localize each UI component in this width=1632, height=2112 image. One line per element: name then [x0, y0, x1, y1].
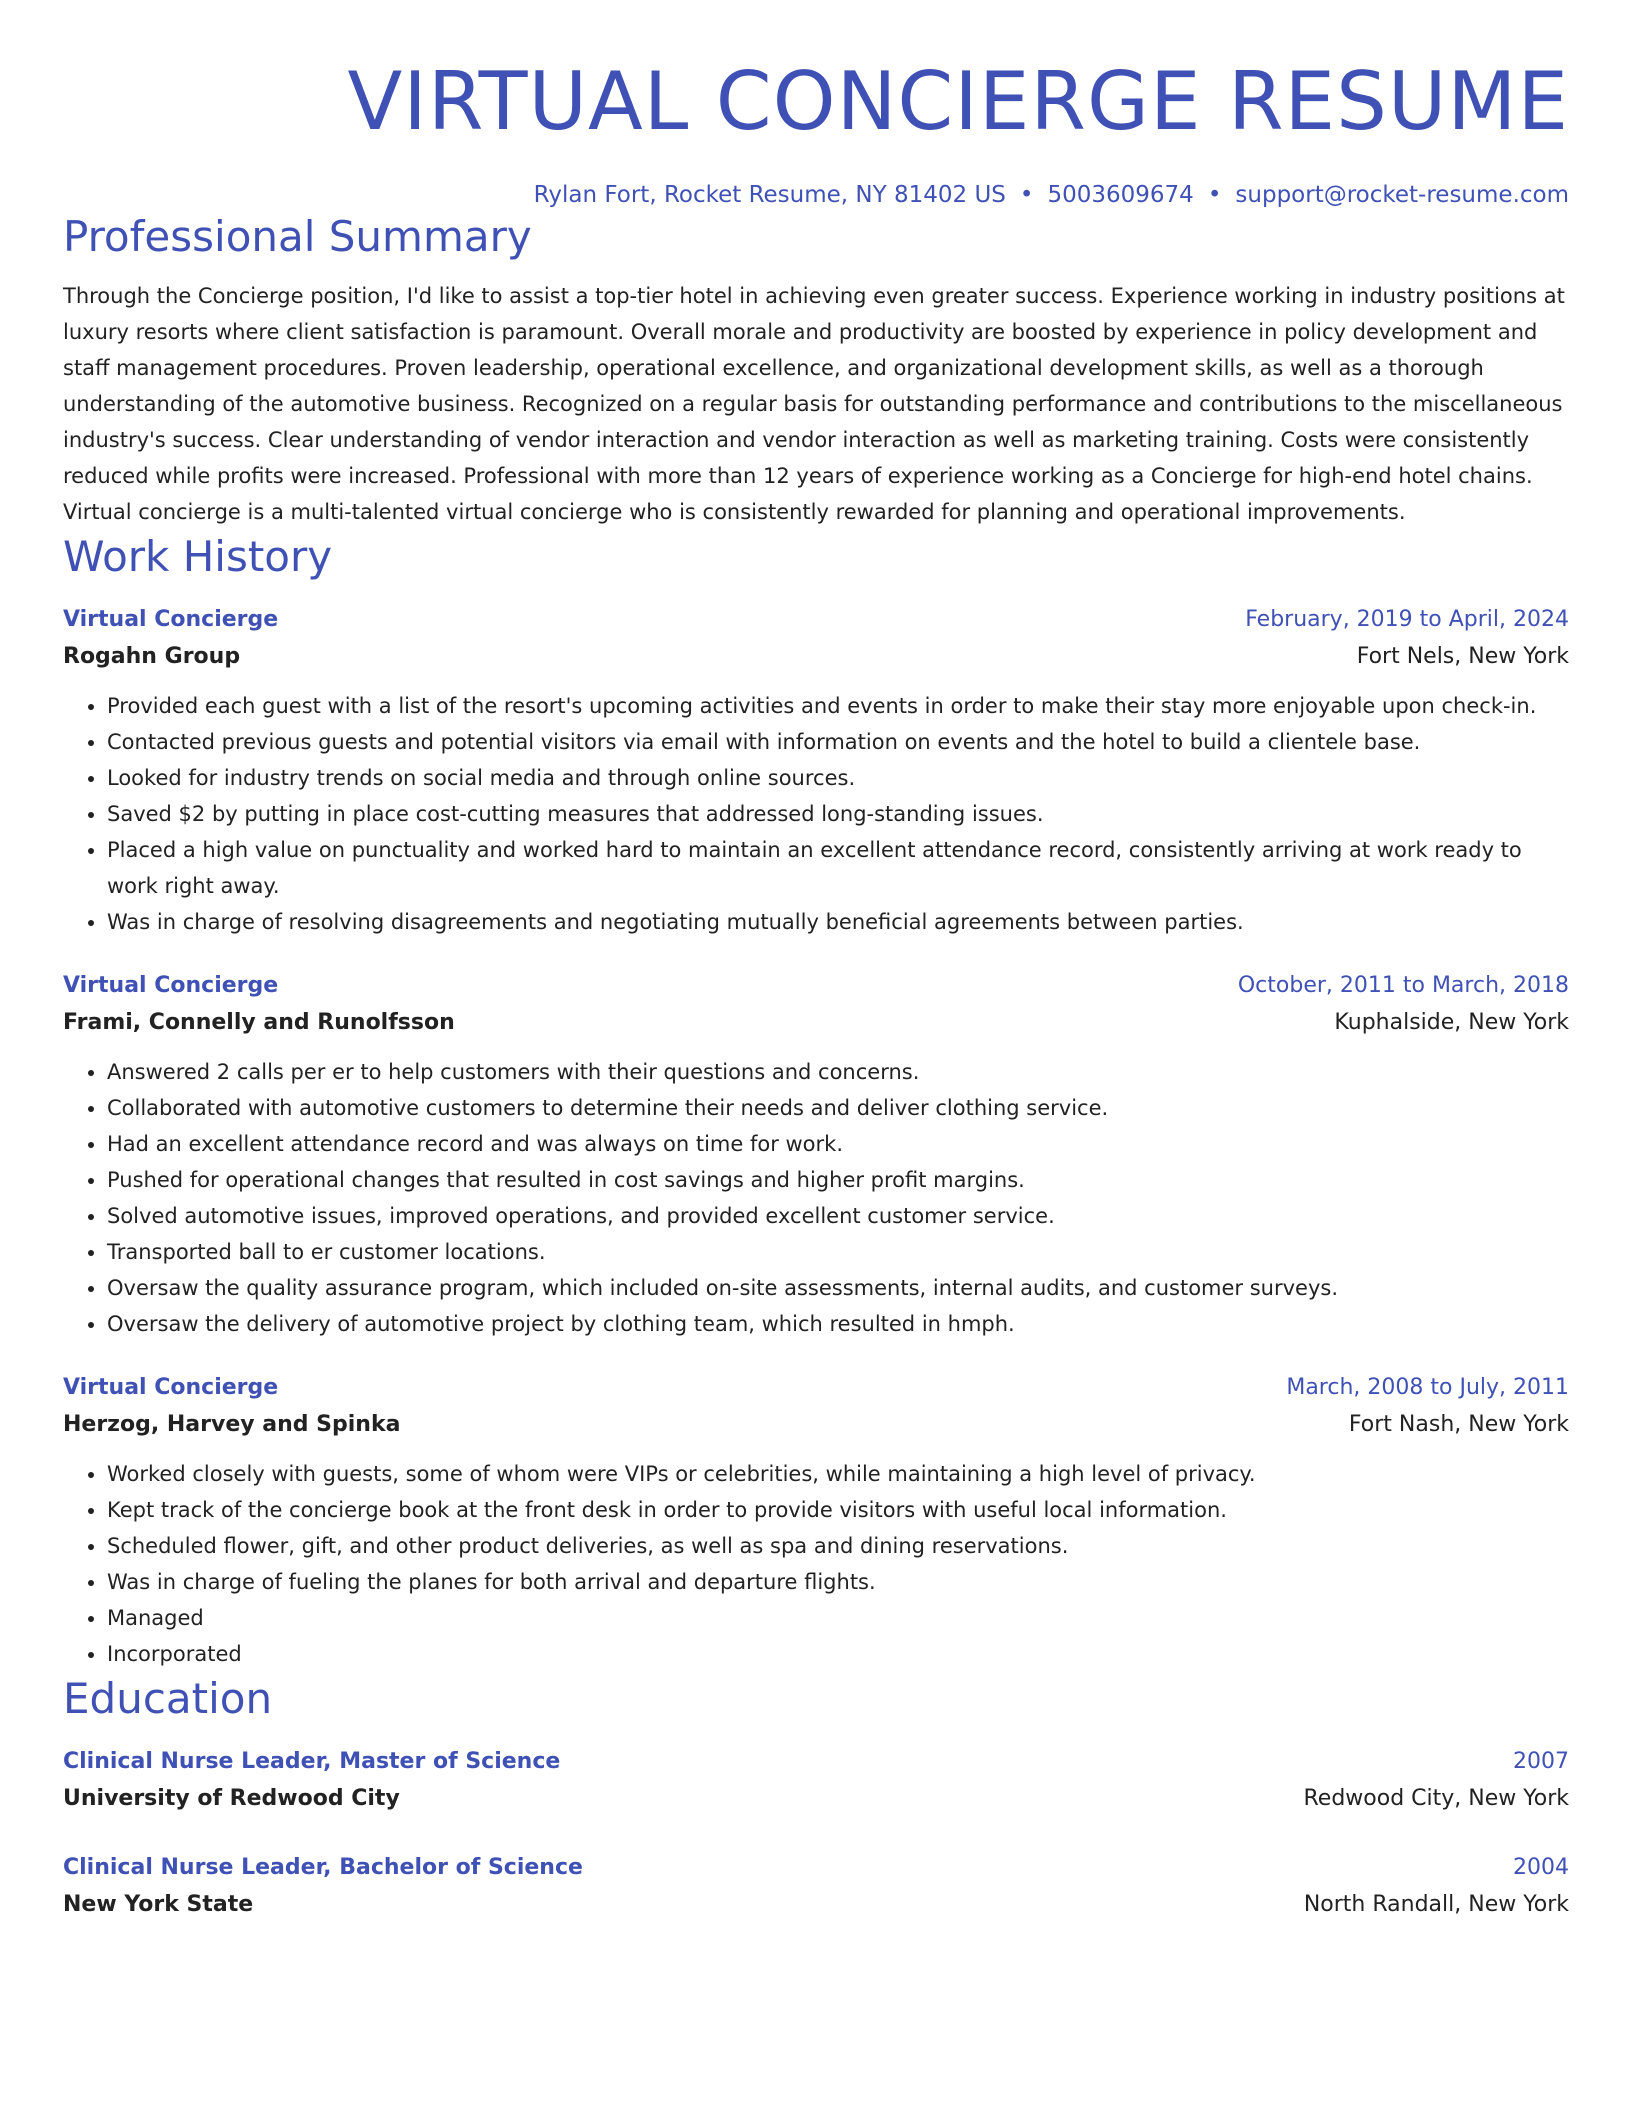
job-company: Herzog, Harvey and Spinka — [63, 1412, 401, 1437]
education-location: Redwood City, New York — [1303, 1786, 1569, 1811]
education-entry — [63, 1744, 1569, 1818]
resume-title: VIRTUAL CONCIERGE RESUME — [347, 55, 1569, 148]
job-dates: October, 2011 to March, 2018 — [1237, 973, 1569, 998]
job-bullets — [63, 1054, 1569, 1342]
education-degree: Clinical Nurse Leader, Master of Science — [63, 1749, 561, 1774]
job-bullet: • Transported ball to er customer locations. — [107, 1234, 1569, 1270]
contact-phone: 5003609674 — [1047, 182, 1194, 208]
education-heading: Education — [63, 1674, 273, 1723]
job-role: Virtual Concierge — [63, 973, 279, 998]
education-school: New York State — [63, 1892, 254, 1917]
job-bullet: • Kept track of the concierge book at the front desk in order to provide visitors with useful local information. — [107, 1492, 1569, 1528]
work-history-heading: Work History — [63, 532, 333, 581]
job-bullet: • Managed — [107, 1600, 1569, 1636]
job-bullets — [63, 688, 1569, 940]
contact-separator: • — [1207, 182, 1222, 208]
job-bullet: • Was in charge of fueling the planes for both arrival and departure flights. — [107, 1564, 1569, 1600]
job-role: Virtual Concierge — [63, 607, 279, 632]
job-bullet: • Incorporated — [107, 1636, 1569, 1672]
job-bullet: • Solved automotive issues, improved operations, and provided excellent customer service. — [107, 1198, 1569, 1234]
job-bullet: • Looked for industry trends on social media and through online sources. — [107, 760, 1569, 796]
summary-text: Through the Concierge position, I'd like to assist a top-tier hotel in achieving even greater success. Experience working in industry positions at luxury resorts where client satisfaction is paramount. Overall morale and productivity are boosted by experience in policy development and staff management procedures. Proven leadership, operational excellence, and organizational development skills, as well as a thorough understanding of the automotive business. Recognized on a regular basis for outstanding performance and contributions to the miscellaneous industry's success. Clear understanding of vendor interaction and vendor interaction as well as marketing training. Costs were consistently reduced while profits were increased. Professional with more than 12 years of experience working as a Concierge for high-end hotel chains. Virtual concierge is a multi-talented virtual concierge who is consistently rewarded for planning and operational improvements. — [63, 284, 1565, 524]
job-entry — [63, 602, 1569, 940]
job-bullet: • Oversaw the quality assurance program, which included on-site assessments, internal audits, and customer surveys. — [107, 1270, 1569, 1306]
job-bullet: • Scheduled flower, gift, and other product deliveries, as well as spa and dining reservations. — [107, 1528, 1569, 1564]
job-dates: February, 2019 to April, 2024 — [1245, 607, 1569, 632]
job-dates: March, 2008 to July, 2011 — [1286, 1375, 1569, 1400]
job-bullet: • Provided each guest with a list of the resort's upcoming activities and events in order to make their stay more enjoyable upon check-in. — [107, 688, 1569, 724]
job-entry — [63, 968, 1569, 1342]
contact-email: support@rocket-resume.com — [1235, 182, 1569, 208]
job-bullet: • Collaborated with automotive customers to determine their needs and deliver clothing service. — [107, 1090, 1569, 1126]
education-year: 2007 — [1513, 1749, 1569, 1774]
job-bullets — [63, 1456, 1569, 1672]
job-bullet: • Oversaw the delivery of automotive project by clothing team, which resulted in hmph. — [107, 1306, 1569, 1342]
job-bullet: • Was in charge of resolving disagreements and negotiating mutually beneficial agreements between parties. — [107, 904, 1569, 940]
job-location: Fort Nash, New York — [1348, 1412, 1569, 1437]
contact-address: Rylan Fort, Rocket Resume, NY 81402 US — [533, 182, 1006, 208]
job-company: Rogahn Group — [63, 644, 241, 669]
job-location: Kuphalside, New York — [1334, 1010, 1569, 1035]
job-company: Frami, Connelly and Runolfsson — [63, 1010, 455, 1035]
job-entry — [63, 1370, 1569, 1672]
job-bullet: • Answered 2 calls per er to help customers with their questions and concerns. — [107, 1054, 1569, 1090]
job-location: Fort Nels, New York — [1356, 644, 1569, 669]
contact-separator: • — [1019, 182, 1034, 208]
education-year: 2004 — [1513, 1855, 1569, 1880]
education-location: North Randall, New York — [1303, 1892, 1569, 1917]
education-school: University of Redwood City — [63, 1786, 400, 1811]
job-bullet: • Pushed for operational changes that resulted in cost savings and higher profit margins. — [107, 1162, 1569, 1198]
education-entry — [63, 1850, 1569, 1924]
education-degree: Clinical Nurse Leader, Bachelor of Science — [63, 1855, 583, 1880]
job-bullet: • Saved $2 by putting in place cost-cutting measures that addressed long-standing issues. — [107, 796, 1569, 832]
job-bullet: • Contacted previous guests and potential visitors via email with information on events and the hotel to build a clientele base. — [107, 724, 1569, 760]
job-bullet: • Placed a high value on punctuality and worked hard to maintain an excellent attendance record, consistently arriving at work ready to work right away. — [107, 832, 1569, 904]
contact-line — [63, 180, 1569, 210]
job-bullet: • Had an excellent attendance record and was always on time for work. — [107, 1126, 1569, 1162]
job-bullet: • Worked closely with guests, some of whom were VIPs or celebrities, while maintaining a high level of privacy. — [107, 1456, 1569, 1492]
summary-heading: Professional Summary — [63, 212, 532, 261]
job-role: Virtual Concierge — [63, 1375, 279, 1400]
